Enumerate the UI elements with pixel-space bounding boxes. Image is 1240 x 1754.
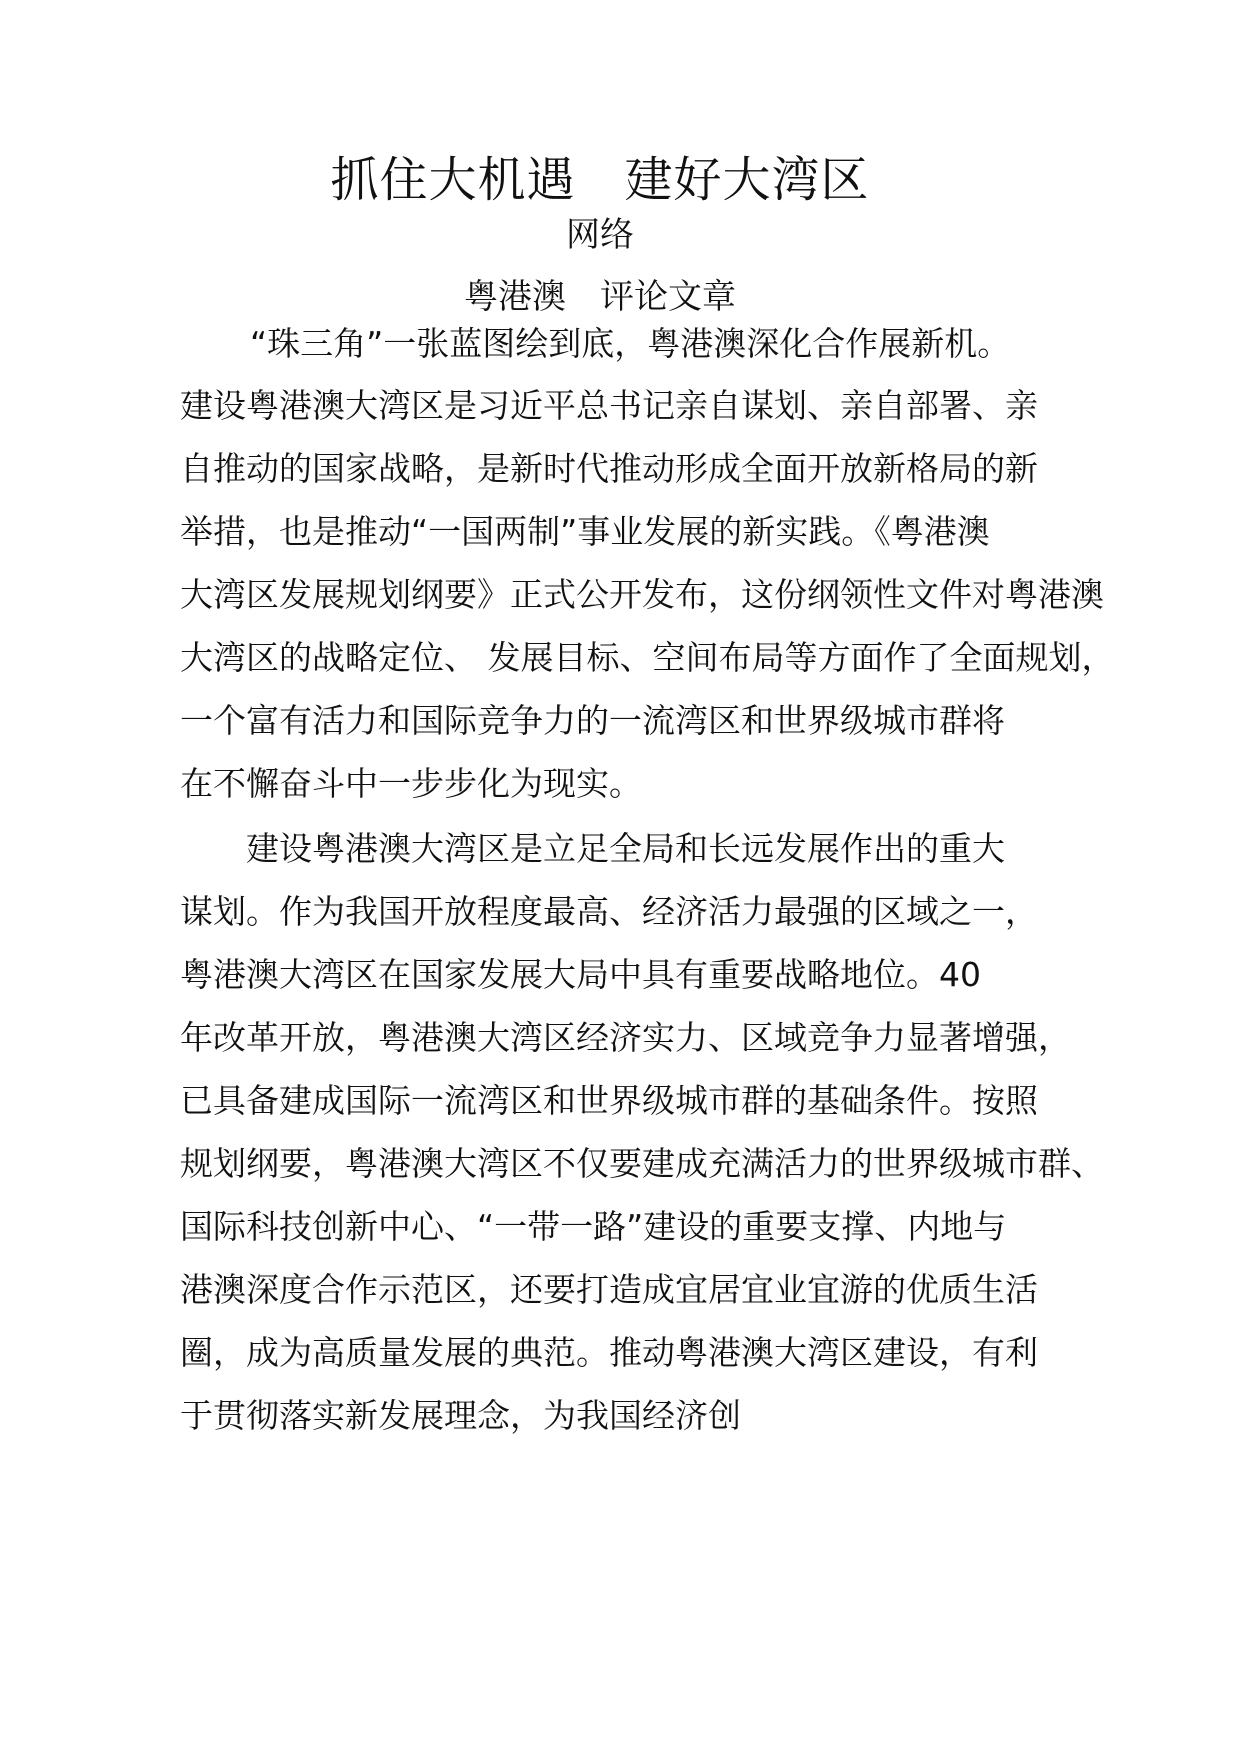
- body-line: 一个富有活力和国际竞争力的一流湾区和世界级城市群将: [180, 701, 1005, 740]
- body-line: 年改革开放，粤港澳大湾区经济实力、区域竞争力显著增强，: [180, 1018, 1071, 1057]
- body-line: 已具备建成国际一流湾区和世界级城市群的基础条件。按照: [180, 1081, 1038, 1120]
- body-line: 建设粤港澳大湾区是习近平总书记亲自谋划、亲自部署、亲: [180, 386, 1038, 425]
- body-line: 举措，也是推动“一国两制”事业发展的新实践。《粤港澳: [180, 512, 990, 551]
- body-line: 在不懈奋斗中一步步化为现实。: [180, 764, 642, 803]
- body-line: 建设粤港澳大湾区是立足全局和长远发展作出的重大: [246, 829, 1005, 868]
- body-line: 港澳深度合作示范区，还要打造成宜居宜业宜游的优质生活: [180, 1270, 1038, 1309]
- body-line: 粤港澳大湾区在国家发展大局中具有重要战略地位。40: [180, 955, 981, 994]
- document-title: 抓住大机遇 建好大湾区: [330, 152, 870, 208]
- body-line: “珠三角”一张蓝图绘到底，粤港澳深化合作展新机。: [250, 324, 1011, 363]
- body-line: 大湾区的战略定位、 发展目标、空间布局等方面作了全面规划，: [180, 638, 1115, 677]
- body-line: 规划纲要，粤港澳大湾区不仅要建成充满活力的世界级城市群、: [180, 1144, 1104, 1183]
- body-line: 国际科技创新中心、“一带一路”建设的重要支撑、内地与: [180, 1207, 1007, 1246]
- document-source: 网络: [566, 215, 634, 255]
- body-line: 圈，成为高质量发展的典范。推动粤港澳大湾区建设，有利: [180, 1333, 1038, 1372]
- body-line: 大湾区发展规划纲要》正式公开发布，这份纲领性文件对粤港澳: [180, 575, 1104, 614]
- body-line: 自推动的国家战略，是新时代推动形成全面开放新格局的新: [180, 449, 1038, 488]
- body-line: 谋划。作为我国开放程度最高、经济活力最强的区域之一，: [180, 892, 1038, 931]
- document-tags: 粤港澳 评论文章: [464, 277, 736, 317]
- body-line: 于贯彻落实新发展理念，为我国经济创: [180, 1396, 741, 1435]
